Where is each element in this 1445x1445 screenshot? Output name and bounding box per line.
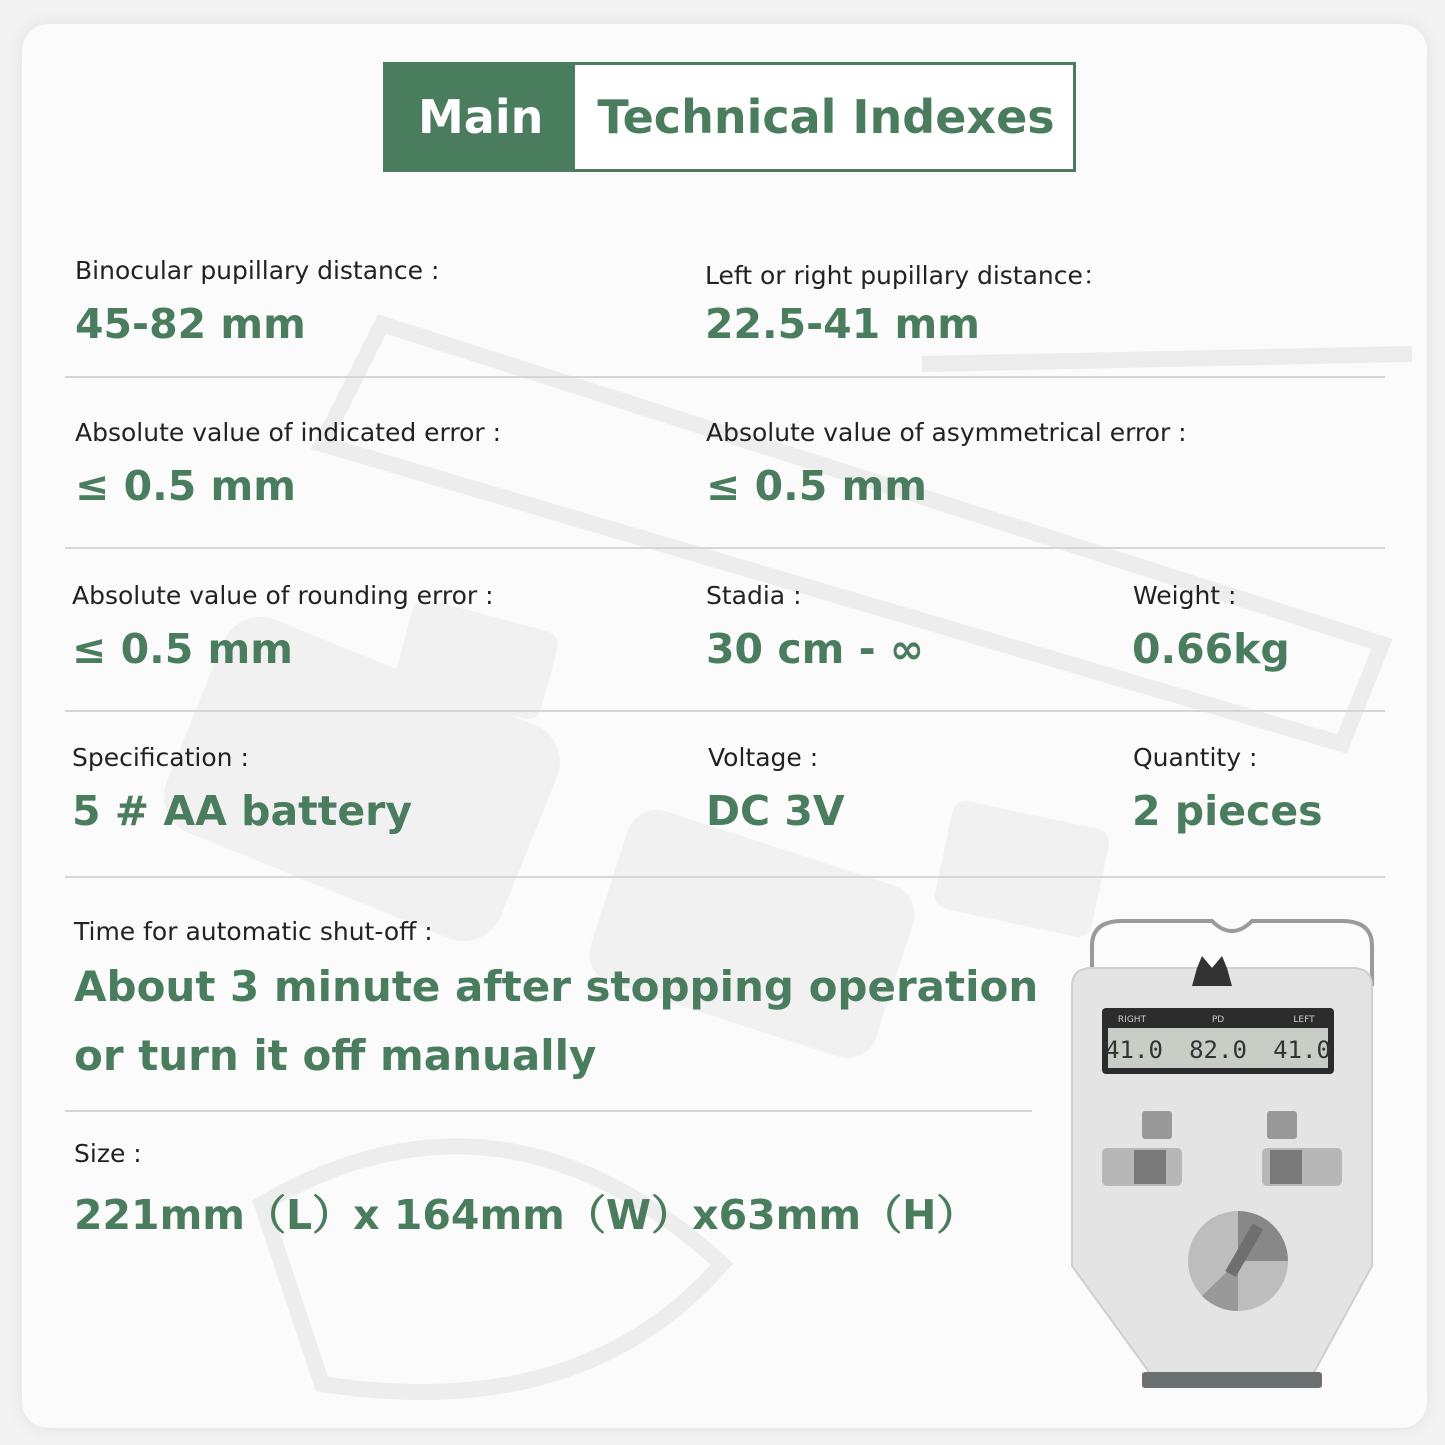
stadia-value: 30 cm - ∞ [706,625,925,673]
voltage-value: DC 3V [706,787,845,835]
mono-pd-label: Left or right pupillary distance： [705,261,1108,290]
quantity-value: 2 pieces [1132,787,1323,835]
weight-value: 0.66kg [1132,625,1290,673]
lcd-left-label: LEFT [1293,1015,1315,1025]
size-value: 221mm（L）x 164mm（W）x63mm（H） [74,1191,978,1239]
lcd-pd-label: PD [1211,1015,1225,1025]
pd-meter-device-image [1062,916,1402,1396]
divider [65,710,1385,712]
lcd-left-value: 41.0 [1273,1036,1331,1064]
shutoff-label: Time for automatic shut-off : [74,917,433,946]
shutoff-value-line2: or turn it off manually [74,1031,597,1080]
lcd-right-label: RIGHT [1117,1015,1147,1025]
binocular-pd-value: 45-82 mm [75,300,306,348]
specification-value: 5 # AA battery [72,787,413,835]
lcd-right-value: 41.0 [1105,1036,1163,1064]
rounding-error-label: Absolute value of rounding error : [72,581,494,610]
asym-error-label: Absolute value of asymmetrical error : [706,418,1187,447]
mono-pd-value: 22.5-41 mm [705,300,980,348]
divider [65,376,1385,378]
divider [65,547,1385,549]
indicated-error-label: Absolute value of indicated error : [75,418,502,447]
header-main-text: Main [386,65,575,169]
specification-label: Specification : [72,743,249,772]
asym-error-value: ≤ 0.5 mm [706,462,927,510]
voltage-label: Voltage : [708,743,819,772]
spec-card [22,24,1427,1428]
stadia-label: Stadia : [706,581,802,610]
rounding-error-value: ≤ 0.5 mm [72,625,293,673]
size-label: Size : [74,1139,142,1168]
binocular-pd-label: Binocular pupillary distance : [75,256,440,285]
indicated-error-value: ≤ 0.5 mm [75,462,296,510]
quantity-label: Quantity : [1133,743,1258,772]
weight-label: Weight : [1133,581,1237,610]
header-title-text: Technical Indexes [575,65,1072,169]
lcd-pd-value: 82.0 [1189,1036,1247,1064]
divider [65,1110,1032,1112]
divider [65,876,1385,878]
section-header [383,62,1076,172]
shutoff-value-line1: About 3 minute after stopping operation [74,962,1039,1011]
